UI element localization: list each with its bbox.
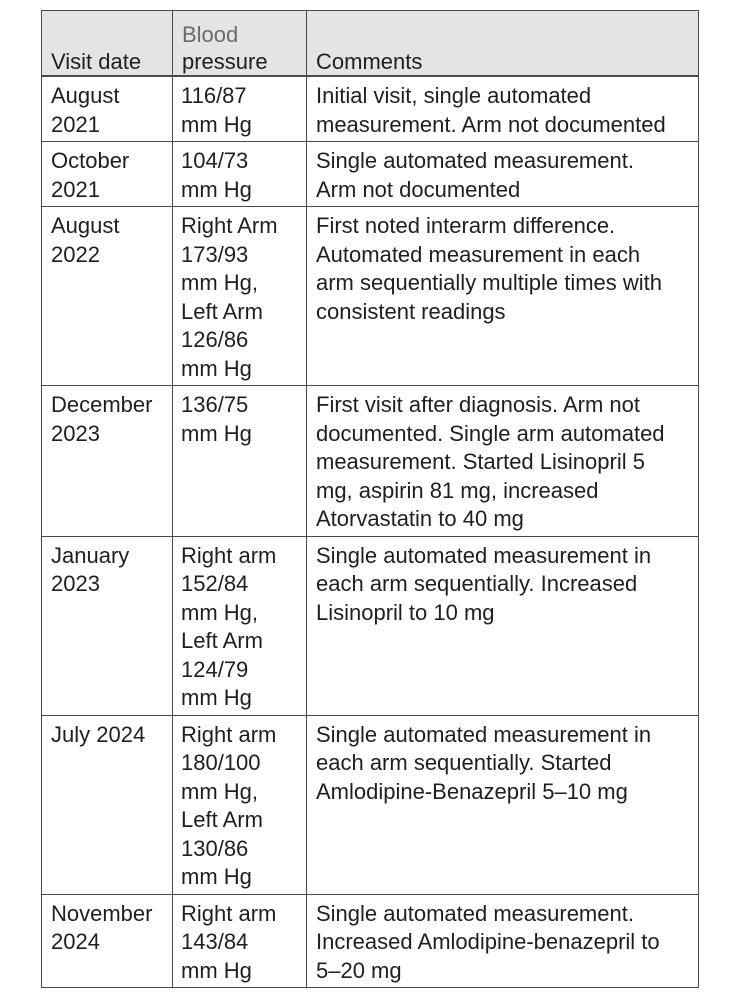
cell-visit-date: November 2024 xyxy=(42,894,173,988)
cell-visit-date: December 2023 xyxy=(42,386,173,537)
table-row xyxy=(42,76,699,142)
cell-visit-date: August 2022 xyxy=(42,207,173,386)
cell-comments: First noted interarm difference. Automated measurement in each arm sequentially multiple times with consistent readings xyxy=(307,207,699,386)
cell-comments: Single automated measurement in each arm sequentially. Increased Lisinopril to 10 mg xyxy=(307,536,699,715)
header-comments: Comments xyxy=(307,11,699,77)
table-body xyxy=(42,76,699,988)
cell-blood-pressure: 136/75 mm Hg xyxy=(173,386,307,537)
cell-blood-pressure: 104/73 mm Hg xyxy=(173,142,307,207)
blood-pressure-table xyxy=(41,10,699,988)
table-row xyxy=(42,894,699,988)
cell-visit-date: January 2023 xyxy=(42,536,173,715)
table-row xyxy=(42,142,699,207)
header-blood-pressure-line1: Blood xyxy=(182,22,239,47)
cell-blood-pressure: Right arm 152/84 mm Hg, Left Arm 124/79 mm Hg xyxy=(173,536,307,715)
table-row xyxy=(42,536,699,715)
cell-blood-pressure: Right arm 143/84 mm Hg xyxy=(173,894,307,988)
cell-visit-date: July 2024 xyxy=(42,715,173,894)
cell-comments: Single automated measurement. Arm not documented xyxy=(307,142,699,207)
table-header xyxy=(42,11,699,77)
cell-comments: Single automated measurement in each arm sequentially. Started Amlodipine-Benazepril 5–10 mg xyxy=(307,715,699,894)
cell-visit-date: October 2021 xyxy=(42,142,173,207)
cell-comments: Initial visit, single automated measurement. Arm not documented xyxy=(307,76,699,142)
table-row xyxy=(42,207,699,386)
cell-blood-pressure: 116/87 mm Hg xyxy=(173,76,307,142)
header-blood-pressure xyxy=(173,11,307,77)
cell-comments: Single automated measurement. Increased Amlodipine-benazepril to 5–20 mg xyxy=(307,894,699,988)
cell-blood-pressure: Right arm 180/100 mm Hg, Left Arm 130/86 mm Hg xyxy=(173,715,307,894)
table-row xyxy=(42,715,699,894)
cell-blood-pressure: Right Arm 173/93 mm Hg, Left Arm 126/86 mm Hg xyxy=(173,207,307,386)
cell-comments: First visit after diagnosis. Arm not documented. Single arm automated measurement. Started Lisinopril 5 mg, aspirin 81 mg, increased Atorvastatin to 40 mg xyxy=(307,386,699,537)
header-row xyxy=(42,11,699,77)
cell-visit-date: August 2021 xyxy=(42,76,173,142)
table-row xyxy=(42,386,699,537)
header-blood-pressure-line2: pressure xyxy=(182,49,268,74)
header-visit-date: Visit date xyxy=(42,11,173,77)
